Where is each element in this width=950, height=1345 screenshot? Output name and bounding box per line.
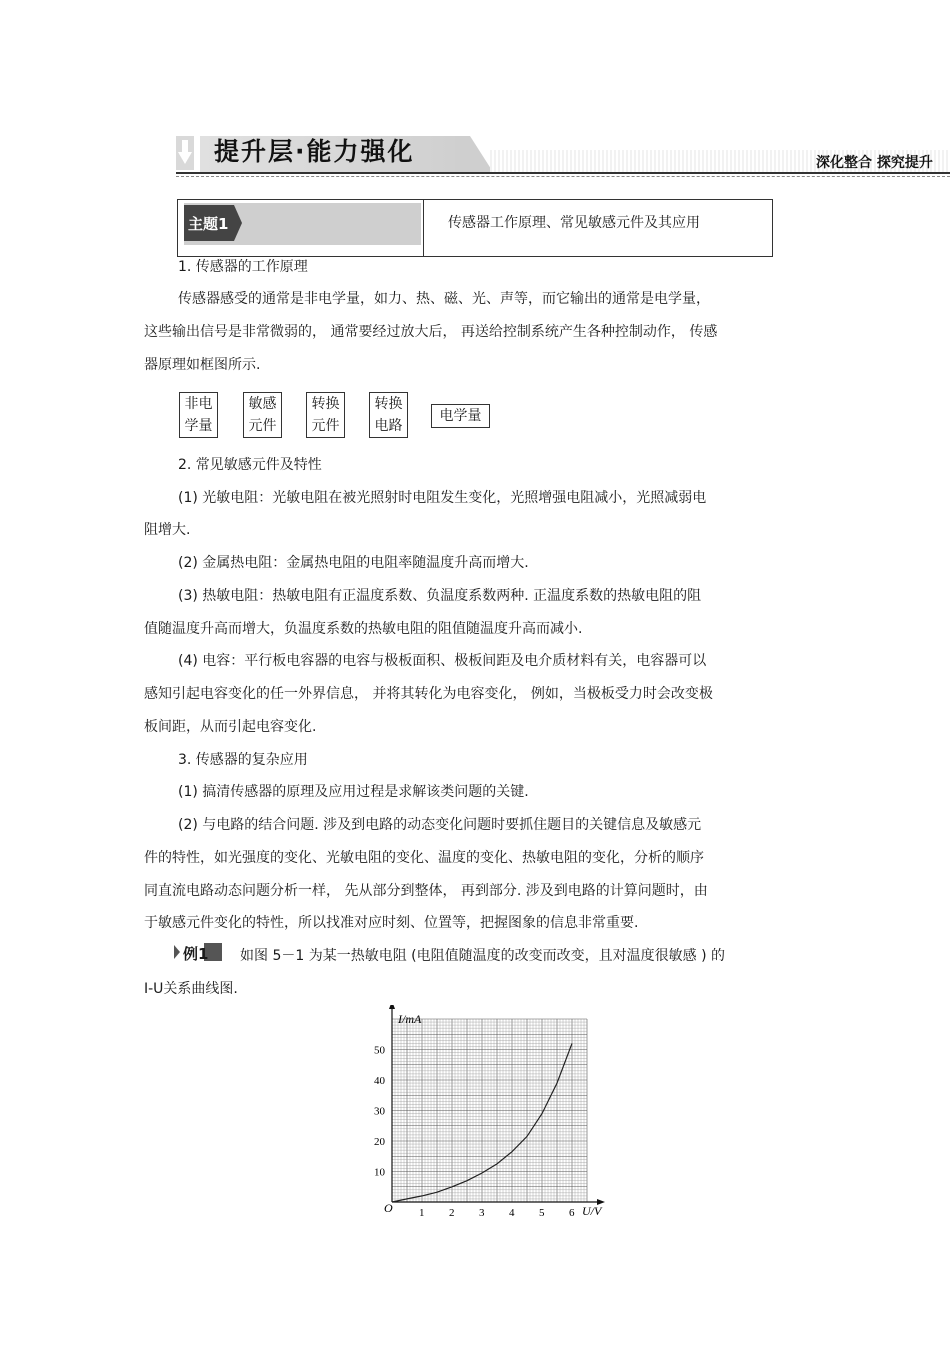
down-arrow-icon [178, 138, 192, 166]
paragraph-line: 这些输出信号是非常微弱的， 通常要经过放大后， 再送给控制系统产生各种控制动作， 传感 [144, 324, 718, 340]
x-tick-label: 4 [509, 1207, 515, 1219]
flow-box-conversion-circuit: 转换 电路 [369, 392, 408, 438]
y-tick-label: 40 [374, 1075, 385, 1087]
paragraph-line: (2) 金属热电阻：金属热电阻的电阻率随温度升高而增大. [178, 555, 529, 571]
flow-box-sensitive-element: 敏感 元件 [243, 392, 282, 438]
paragraph-line: (1) 搞清传感器的原理及应用过程是求解该类问题的关键. [178, 784, 529, 800]
paragraph-line: 器原理如框图所示. [144, 357, 261, 373]
paragraph-line: (1) 光敏电阻：光敏电阻在被光照射时电阻发生变化，光照增强电阻减小，光照减弱电 [178, 490, 707, 506]
flow-box-conversion-element: 转换 元件 [306, 392, 345, 438]
paragraph-line: 值随温度升高而增大，负温度系数的热敏电阻的阻值随温度升高而减小. [144, 621, 583, 637]
paragraph-line: (4) 电容：平行板电容器的电容与极板面积、极板间距及电介质材料有关，电容器可以 [178, 653, 707, 669]
y-tick-label: 50 [374, 1044, 385, 1057]
y-tick-label: 20 [374, 1136, 385, 1148]
flow-box-non-electric: 非电 学量 [179, 392, 218, 438]
paragraph-line: 同直流电路动态问题分析一样， 先从部分到整体， 再到部分. 涉及到电路的计算问题时，由 [144, 883, 708, 899]
paragraph-line: (3) 热敏电阻：热敏电阻有正温度系数、负温度系数两种. 正温度系数的热敏电阻的阻 [178, 588, 702, 604]
paragraph-line: 感知引起电容变化的任一外界信息， 并将其转化为电容变化， 例如，当极板受力时会改变极 [144, 686, 713, 702]
example-line: I-U关系曲线图. [144, 981, 238, 997]
x-tick-label: 1 [419, 1207, 425, 1219]
y-tick-label: 10 [374, 1166, 385, 1179]
x-tick-label: 6 [569, 1207, 575, 1219]
paragraph-line: 件的特性，如光强度的变化、光敏电阻的变化、温度的变化、热敏电阻的变化，分析的顺序 [144, 850, 704, 866]
flow-box-electric: 电学量 [431, 404, 490, 428]
section-2-heading: 2. 常见敏感元件及特性 [178, 457, 322, 473]
paragraph-line: (2) 与电路的结合问题. 涉及到电路的动态变化问题时要抓住题目的关键信息及敏感元 [178, 817, 702, 833]
section-1-heading: 1. 传感器的工作原理 [178, 259, 308, 275]
iu-curve-chart [370, 1005, 615, 1220]
paragraph-line: 板间距，从而引起电容变化. [144, 719, 317, 735]
paragraph-line: 阻增大. [144, 522, 191, 538]
x-tick-label: 3 [479, 1207, 485, 1219]
example-line: 如图 5－1 为某一热敏电阻 (电阻值随温度的改变而改变，且对温度很敏感 ) 的 [240, 948, 725, 964]
paragraph-line: 于敏感元件变化的特性，所以找准对应时刻、位置等，把握图象的信息非常重要. [144, 915, 639, 931]
chart-origin-label: O [384, 1201, 393, 1215]
example-tag: 例1 [183, 945, 209, 963]
chart-x-label: U/V [582, 1204, 602, 1218]
x-tick-label: 5 [539, 1207, 545, 1219]
section-3-heading: 3. 传感器的复杂应用 [178, 752, 308, 768]
banner-divider-dashed [176, 176, 950, 177]
topic-label: 主题1 [188, 215, 229, 233]
banner-band-tip [455, 136, 495, 172]
x-tick-label: 2 [449, 1207, 455, 1219]
topic-title: 传感器工作原理、常见敏感元件及其应用 [448, 215, 700, 231]
chart-y-label: I/mA [398, 1012, 422, 1026]
topic-divider [423, 199, 424, 256]
banner-title: 提升层·能力强化 [214, 137, 415, 166]
banner-divider [176, 172, 950, 174]
y-tick-label: 30 [374, 1105, 385, 1118]
paragraph-line: 传感器感受的通常是非电学量，如力、热、磁、光、声等，而它输出的通常是电学量， [178, 291, 710, 307]
chart-grid [392, 1019, 587, 1202]
y-axis-arrow [389, 1005, 395, 1009]
banner-subtitle: 深化整合 探究提升 [816, 155, 933, 171]
